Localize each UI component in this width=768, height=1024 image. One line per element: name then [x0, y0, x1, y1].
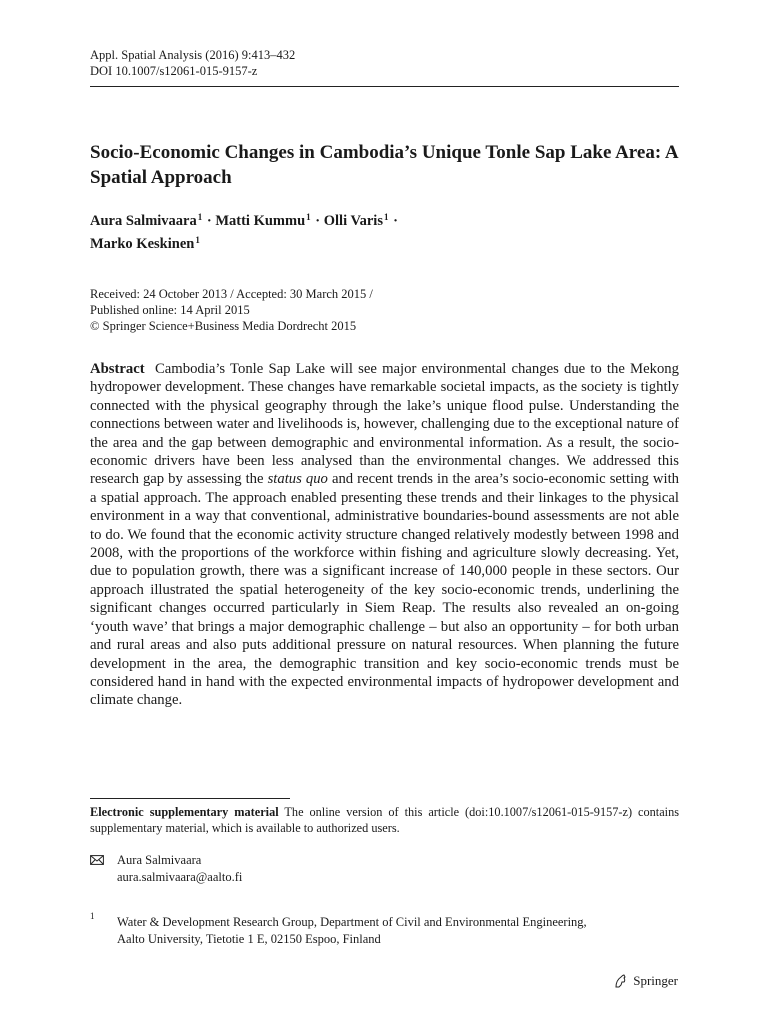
- publisher-logo: [613, 973, 678, 989]
- published-online: Published online: 14 April 2015: [90, 303, 250, 317]
- header-rule: [90, 86, 679, 87]
- author-2-affil: 1: [306, 212, 311, 222]
- supplementary-text: The online version of this article (doi:10.1007/s12061-015-9157-z) contains supplementary material, which is available to authorized users.: [90, 805, 680, 835]
- contact-name: Aura Salmivaara: [117, 853, 202, 867]
- publication-dates: [90, 286, 679, 334]
- affiliation-number: 1: [90, 911, 95, 921]
- journal-citation: Appl. Spatial Analysis (2016) 9:413–432: [90, 48, 296, 62]
- author-3-affil: 1: [383, 212, 389, 222]
- springer-horse-icon: [613, 973, 629, 989]
- author-4-affil: 1: [195, 235, 200, 245]
- copyright: © Springer Science+Business Media Dordrecht 2015: [90, 319, 357, 333]
- author-sep: ·: [203, 213, 216, 229]
- abstract-italic: status quo: [267, 471, 328, 488]
- author-4: Marko Keskinen: [90, 236, 195, 252]
- abstract-text-2: and recent trends in the area’s socio-economic setting with a spatial approach. The approach enabled presenting these trends and their linkages to the physical environment in a way that conventional, administrative boundaries-bound assessments are not able to do. We found that the economic activity structure changed relatively modestly between 1998 and 2008, with the proportions of the workforce within fishing and agriculture slowly decreasing. Yet, due to population growth, there was a significant increase of 140,000 people in these sectors. Our approach illustrated the spatial heterogeneity of the key socio-economic trends, underlining the significant changes occurred particularly in Siem Reap. The results also revealed an on-going ‘youth wave’ that brings a major demographic challenge – but also an opportunity – for both urban and rural areas and also puts additional pressure on natural resources. When planning the future development in the area, the demographic transition and key socio-economic trends must be considered hand in hand with the expected environmental impacts of hydropower development and climate change.: [90, 471, 679, 709]
- author-1: Aura Salmivaara: [90, 213, 197, 229]
- supplementary-label: Electronic supplementary material: [90, 805, 279, 819]
- author-1-affil: 1: [197, 212, 203, 222]
- contact-email[interactable]: aura.salmivaara@aalto.fi: [117, 870, 243, 884]
- publisher-name: Springer: [633, 973, 678, 988]
- abstract-label: Abstract: [90, 361, 145, 377]
- author-sep: ·: [311, 213, 324, 229]
- received-accepted: Received: 24 October 2013 / Accepted: 30 March 2015 /: [90, 287, 373, 301]
- abstract: [90, 360, 679, 710]
- affiliation-line-2: Aalto University, Tietotie 1 E, 02150 Espoo, Finland: [117, 932, 381, 946]
- journal-doi: DOI 10.1007/s12061-015-9157-z: [90, 64, 258, 78]
- envelope-icon: [90, 855, 104, 865]
- corresponding-author: [117, 852, 242, 886]
- author-2: Matti Kummu: [215, 213, 306, 229]
- abstract-text-1: Cambodia’s Tonle Sap Lake will see major environmental changes due to the Mekong hydropower development. These changes have remarkable societal impacts, as the society is tightly connected with the physical geography through the lake’s unique flood pulse. Understanding the connections between water and livelihoods is, however, challenging due to the exceptional nature of the area and the gap between demographic and environmental information. As a result, the socio-economic drivers have been less analysed than the environmental changes. We addressed this research gap by assessing the: [90, 361, 679, 488]
- journal-header: [90, 47, 295, 79]
- paper-title: Socio-Economic Changes in Cambodia’s Unique Tonle Sap Lake Area: A Spatial Approach: [90, 142, 678, 188]
- affiliation: [117, 914, 677, 948]
- author-3: Olli Varis: [323, 213, 383, 229]
- author-sep: ·: [389, 213, 398, 229]
- affiliation-line-1: Water & Development Research Group, Department of Civil and Environmental Engineering,: [117, 915, 587, 929]
- author-list: [90, 208, 679, 254]
- supplementary-note: [90, 804, 679, 836]
- footnote-rule: [90, 798, 290, 799]
